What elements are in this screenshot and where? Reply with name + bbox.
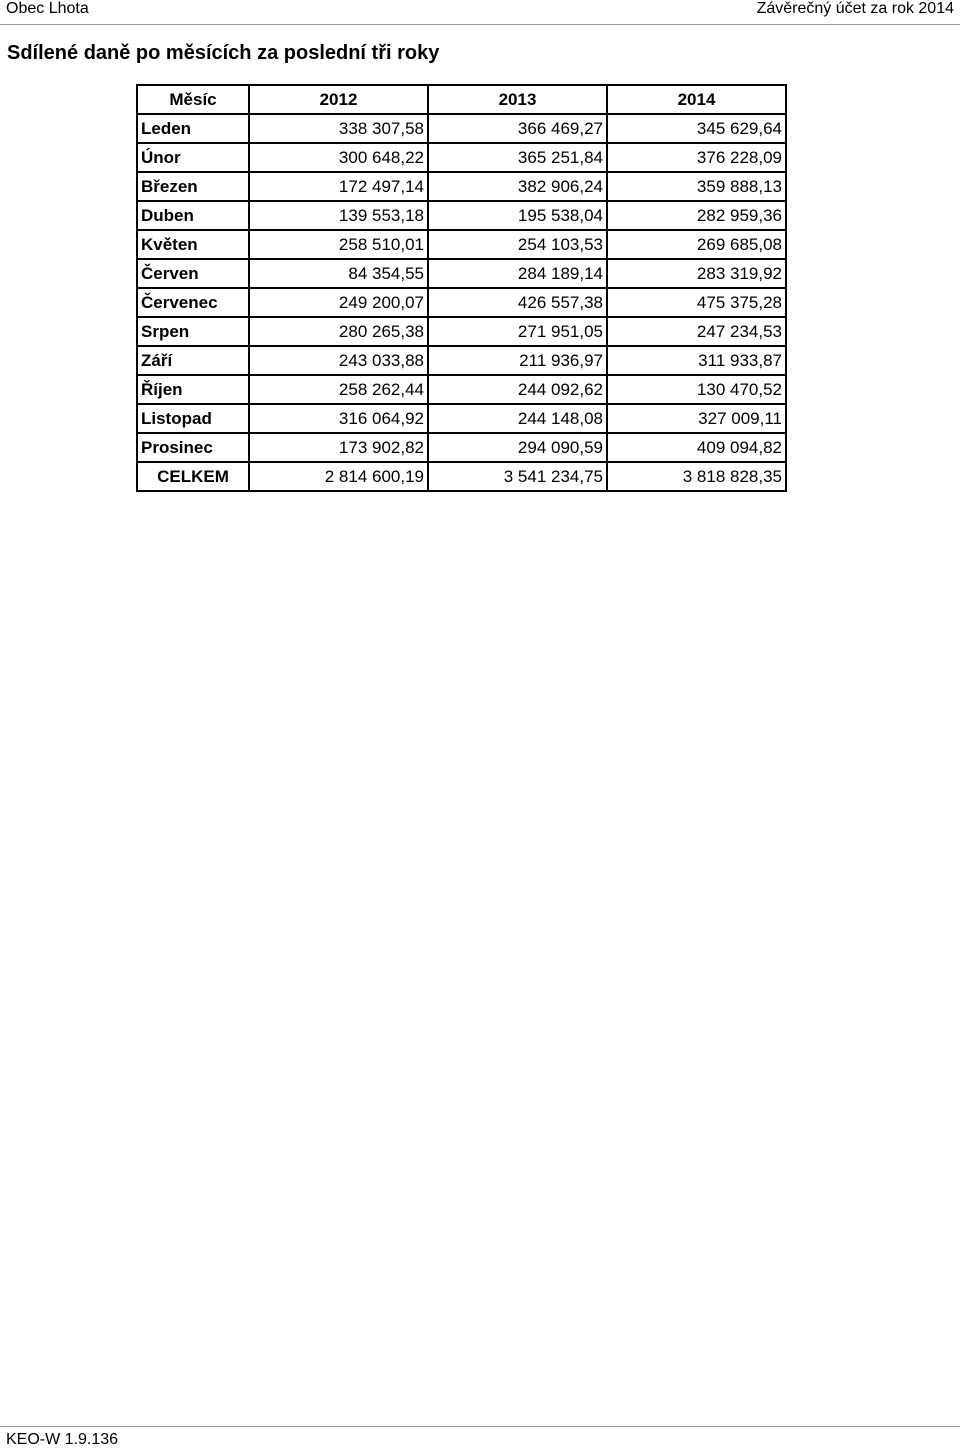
month-cell: Říjen <box>137 375 249 404</box>
column-header-2013: 2013 <box>428 85 607 114</box>
value-cell: 365 251,84 <box>428 143 607 172</box>
value-cell: 345 629,64 <box>607 114 786 143</box>
value-cell: 359 888,13 <box>607 172 786 201</box>
value-cell: 300 648,22 <box>249 143 428 172</box>
table-row <box>137 375 786 404</box>
value-cell: 3 541 234,75 <box>428 462 607 491</box>
month-cell: Červen <box>137 259 249 288</box>
value-cell: 327 009,11 <box>607 404 786 433</box>
value-cell: 195 538,04 <box>428 201 607 230</box>
value-cell: 139 553,18 <box>249 201 428 230</box>
month-cell: Září <box>137 346 249 375</box>
value-cell: 280 265,38 <box>249 317 428 346</box>
month-cell: Leden <box>137 114 249 143</box>
month-cell: CELKEM <box>137 462 249 491</box>
table-row <box>137 230 786 259</box>
month-cell: Duben <box>137 201 249 230</box>
value-cell: 173 902,82 <box>249 433 428 462</box>
value-cell: 475 375,28 <box>607 288 786 317</box>
value-cell: 244 148,08 <box>428 404 607 433</box>
value-cell: 316 064,92 <box>249 404 428 433</box>
shared-taxes-table <box>136 84 787 492</box>
value-cell: 338 307,58 <box>249 114 428 143</box>
table-row <box>137 346 786 375</box>
table-row <box>137 433 786 462</box>
value-cell: 282 959,36 <box>607 201 786 230</box>
table-row <box>137 317 786 346</box>
value-cell: 376 228,09 <box>607 143 786 172</box>
value-cell: 130 470,52 <box>607 375 786 404</box>
value-cell: 258 510,01 <box>249 230 428 259</box>
page-footer <box>0 1426 960 1447</box>
value-cell: 258 262,44 <box>249 375 428 404</box>
value-cell: 243 033,88 <box>249 346 428 375</box>
month-cell: Prosinec <box>137 433 249 462</box>
column-header-2014: 2014 <box>607 85 786 114</box>
table-row <box>137 172 786 201</box>
total-row <box>137 462 786 491</box>
value-cell: 3 818 828,35 <box>607 462 786 491</box>
value-cell: 84 354,55 <box>249 259 428 288</box>
month-cell: Srpen <box>137 317 249 346</box>
column-header-month: Měsíc <box>137 85 249 114</box>
software-version: KEO-W 1.9.136 <box>6 1431 119 1448</box>
table-row <box>137 288 786 317</box>
table-header-row <box>137 85 786 114</box>
value-cell: 426 557,38 <box>428 288 607 317</box>
table-row <box>137 114 786 143</box>
value-cell: 172 497,14 <box>249 172 428 201</box>
value-cell: 211 936,97 <box>428 346 607 375</box>
report-title: Závěrečný účet za rok 2014 <box>756 0 954 17</box>
value-cell: 294 090,59 <box>428 433 607 462</box>
value-cell: 409 094,82 <box>607 433 786 462</box>
month-cell: Červenec <box>137 288 249 317</box>
month-cell: Únor <box>137 143 249 172</box>
value-cell: 382 906,24 <box>428 172 607 201</box>
column-header-2012: 2012 <box>249 85 428 114</box>
value-cell: 2 814 600,19 <box>249 462 428 491</box>
table-row <box>137 259 786 288</box>
value-cell: 271 951,05 <box>428 317 607 346</box>
value-cell: 249 200,07 <box>249 288 428 317</box>
value-cell: 284 189,14 <box>428 259 607 288</box>
page-header <box>0 0 960 25</box>
month-cell: Listopad <box>137 404 249 433</box>
month-cell: Březen <box>137 172 249 201</box>
value-cell: 244 092,62 <box>428 375 607 404</box>
table-row <box>137 201 786 230</box>
table-row <box>137 143 786 172</box>
month-cell: Květen <box>137 230 249 259</box>
value-cell: 269 685,08 <box>607 230 786 259</box>
value-cell: 366 469,27 <box>428 114 607 143</box>
value-cell: 283 319,92 <box>607 259 786 288</box>
municipality-name: Obec Lhota <box>6 0 89 17</box>
value-cell: 311 933,87 <box>607 346 786 375</box>
value-cell: 254 103,53 <box>428 230 607 259</box>
page-title: Sdílené daně po měsících za poslední tři roky <box>7 42 440 64</box>
value-cell: 247 234,53 <box>607 317 786 346</box>
table-row <box>137 404 786 433</box>
table-body <box>137 114 786 491</box>
